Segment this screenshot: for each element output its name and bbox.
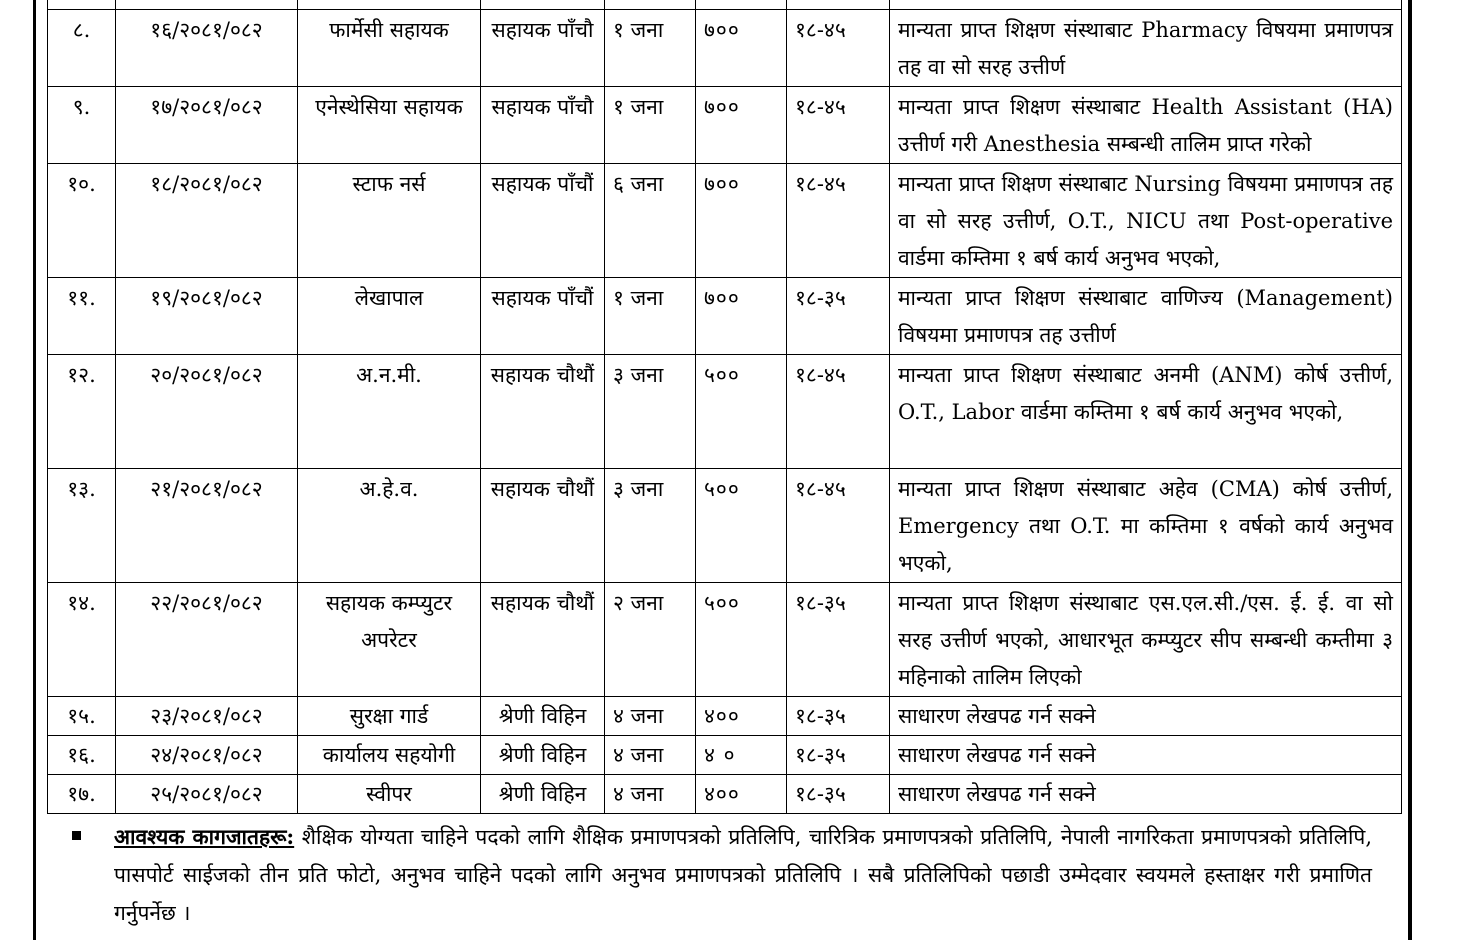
age-limit-cell: १८-४५ [787,10,890,87]
vacancy-count-cell: १ जना [605,278,696,355]
vacancy-count-cell: २ जना [605,583,696,697]
serial-number-cell: ११. [48,278,116,355]
table-row [48,775,1402,814]
advertisement-code-cell: १७/२०८१/०८२ [116,87,298,164]
serial-number-cell: १४. [48,583,116,697]
serial-number-cell: १०. [48,164,116,278]
vacancy-count-cell: ४ जना [605,697,696,736]
level-cell: सहायक पाँचौ [481,10,605,87]
serial-number-cell: १३. [48,469,116,583]
table-row [48,87,1402,164]
post-name-cell: अ.न.मी. [298,355,481,469]
level-cell: सहायक चौथौं [481,583,605,697]
post-name-cell: सुरक्षा गार्ड [298,697,481,736]
advertisement-code-cell [116,0,298,10]
table-row [48,469,1402,583]
qualification-cell: साधारण लेखपढ गर्न सक्ने [890,736,1402,775]
post-name-cell: एनेस्थेसिया सहायक [298,87,481,164]
vacancy-count-cell: ४ जना [605,736,696,775]
age-limit-cell: १८-३५ [787,736,890,775]
note-paragraph [114,818,1372,932]
level-cell: सहायक चौथौं [481,469,605,583]
vacancy-count-cell: ३ जना [605,355,696,469]
qualification-cell: साधारण लेखपढ गर्न सक्ने [890,697,1402,736]
salary-cell: ७०० [696,164,787,278]
advertisement-code-cell: १६/२०८१/०८२ [116,10,298,87]
table-row [48,355,1402,469]
age-limit-cell: १८-३५ [787,775,890,814]
level-cell: श्रेणी विहिन [481,736,605,775]
advertisement-code-cell: २०/२०८१/०८२ [116,355,298,469]
age-limit-cell: १८-४५ [787,87,890,164]
level-cell: सहायक पाँचौं [481,278,605,355]
age-limit-cell: १८-४५ [787,355,890,469]
table-row [48,278,1402,355]
vacancy-count-cell: १ जना [605,10,696,87]
age-limit-cell: १८-३५ [787,583,890,697]
advertisement-code-cell: २४/२०८१/०८२ [116,736,298,775]
age-limit-cell: १८-३५ [787,278,890,355]
age-limit-cell: १८-४५ [787,469,890,583]
qualification-cell: मान्यता प्राप्त शिक्षण संस्थाबाट अहेव (CMA) कोर्ष उत्तीर्ण, Emergency तथा O.T. मा कम्तिमा १ वर्षको कार्य अनुभव भएको, [890,469,1402,583]
advertisement-code-cell: १९/२०८१/०८२ [116,278,298,355]
post-name-cell: फार्मेसी सहायक [298,10,481,87]
advertisement-code-cell: २२/२०८१/०८२ [116,583,298,697]
table-row [48,0,1402,10]
bullet-icon [72,831,81,840]
page-border-left [33,0,36,940]
level-cell: सहायक पाँचौं [481,164,605,278]
level-cell: श्रेणी विहिन [481,697,605,736]
vacancy-count-cell: ४ जना [605,775,696,814]
qualification-cell: मान्यता प्राप्त शिक्षण संस्थाबाट एस.एल.सी./एस. ई. ई. वा सो सरह उत्तीर्ण भएको, आधारभूत कम्प्युटर सीप सम्बन्धी कम्तीमा ३ महिनाको तालिम लिएको [890,583,1402,697]
advertisement-code-cell: १८/२०८१/०८२ [116,164,298,278]
salary-cell: ५०० [696,469,787,583]
qualification-cell: मान्यता प्राप्त शिक्षण संस्थाबाट अनमी (ANM) कोर्ष उत्तीर्ण, O.T., Labor वार्डमा कम्तिमा १ बर्ष कार्य अनुभव भएको, [890,355,1402,469]
serial-number-cell: १२. [48,355,116,469]
vacancy-table [47,0,1402,814]
advertisement-code-cell: २१/२०८१/०८२ [116,469,298,583]
qualification-cell: मान्यता प्राप्त शिक्षण संस्थाबाट Nursing विषयमा प्रमाणपत्र तह वा सो सरह उत्तीर्ण, O.T., NICU तथा Post-operative वार्डमा कम्तिमा १ बर्ष कार्य अनुभव भएको, [890,164,1402,278]
level-cell: सहायक पाँचौ [481,87,605,164]
vacancy-count-cell: ३ जना [605,469,696,583]
serial-number-cell [48,0,116,10]
table-row [48,164,1402,278]
page-border-right [1408,0,1412,940]
qualification-cell: मान्यता प्राप्त शिक्षण संस्थाबाट Pharmacy विषयमा प्रमाणपत्र तह वा सो सरह उत्तीर्ण [890,10,1402,87]
serial-number-cell: १६. [48,736,116,775]
table-row [48,10,1402,87]
required-documents-note [72,818,1372,932]
qualification-cell: मान्यता प्राप्त शिक्षण संस्थाबाट Health Assistant (HA) उत्तीर्ण गरी Anesthesia सम्बन्धी तालिम प्राप्त गरेको [890,87,1402,164]
post-name-cell [298,0,481,10]
salary-cell: ७०० [696,87,787,164]
qualification-cell [890,0,1402,10]
post-name-cell: स्टाफ नर्स [298,164,481,278]
salary-cell: ७०० [696,10,787,87]
salary-cell: ४०० [696,697,787,736]
vacancy-count-cell [605,0,696,10]
age-limit-cell [787,0,890,10]
post-name-cell: अ.हे.व. [298,469,481,583]
age-limit-cell: १८-४५ [787,164,890,278]
level-cell: श्रेणी विहिन [481,775,605,814]
serial-number-cell: ९. [48,87,116,164]
post-name-cell: कार्यालय सहयोगी [298,736,481,775]
level-cell [481,0,605,10]
serial-number-cell: १५. [48,697,116,736]
table-row [48,736,1402,775]
advertisement-code-cell: २३/२०८१/०८२ [116,697,298,736]
salary-cell: ७०० [696,278,787,355]
qualification-cell: मान्यता प्राप्त शिक्षण संस्थाबाट वाणिज्य (Management) विषयमा प्रमाणपत्र तह उत्तीर्ण [890,278,1402,355]
post-name-cell: लेखापाल [298,278,481,355]
vacancy-count-cell: १ जना [605,87,696,164]
salary-cell: ४०० [696,775,787,814]
serial-number-cell: ८. [48,10,116,87]
salary-cell [696,0,787,10]
table-row [48,583,1402,697]
note-heading: आवश्यक कागजातहरू: [114,824,295,849]
post-name-cell: स्वीपर [298,775,481,814]
level-cell: सहायक चौथौं [481,355,605,469]
serial-number-cell: १७. [48,775,116,814]
age-limit-cell: १८-३५ [787,697,890,736]
vacancy-count-cell: ६ जना [605,164,696,278]
qualification-cell: साधारण लेखपढ गर्न सक्ने [890,775,1402,814]
note-body: शैक्षिक योग्यता चाहिने पदको लागि शैक्षिक प्रमाणपत्रको प्रतिलिपि, चारित्रिक प्रमाणपत्रको प्रतिलिपि, नेपाली नागरिकता प्रमाणपत्रको प्रतिलिपि, पासपोर्ट साईजको तीन प्रति फोटो, अनुभव चाहिने पदको लागि अनुभव प्रमाणपत्रको प्रतिलिपि । सबै प्रतिलिपिको पछाडी उम्मेदवार स्वयमले हस्ताक्षर गरी प्रमाणित गर्नुपर्नेछ । [114,825,1372,925]
salary-cell: ५०० [696,583,787,697]
salary-cell: ५०० [696,355,787,469]
post-name-cell: सहायक कम्प्युटर अपरेटर [298,583,481,697]
table-row [48,697,1402,736]
advertisement-code-cell: २५/२०८१/०८२ [116,775,298,814]
salary-cell: ४ ० [696,736,787,775]
